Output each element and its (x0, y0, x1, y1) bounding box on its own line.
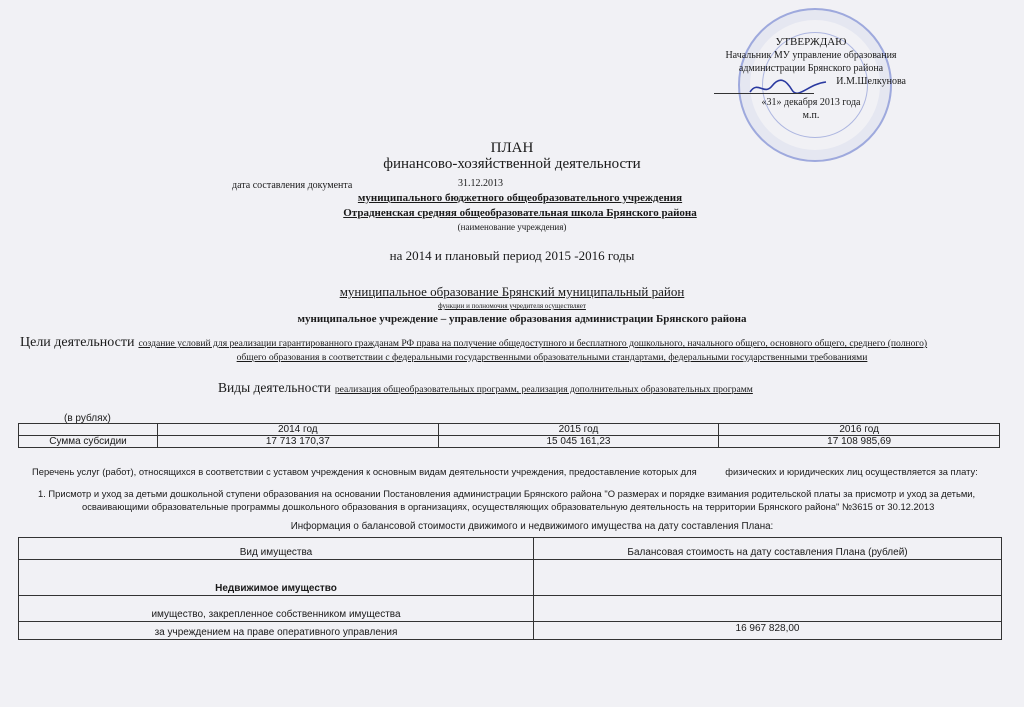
goals-text-line1: создание условий для реализации гарантированного гражданам РФ права на получение общедоступного и бесплатного дошкольного, начального общего, основного общего, среднего (полного) (138, 338, 928, 349)
founder-caption: функции и полномочия учредителя осуществляет (438, 302, 586, 310)
approval-block (706, 36, 916, 122)
asset-row-name: имущество, закрепленное собственником имущества (19, 596, 534, 622)
approval-position-line2: администрации Брянского района (738, 63, 884, 74)
asset-row-value: 16 967 828,00 (534, 622, 1002, 640)
institution-line2: Отрадненская средняя общеобразовательная школа Брянского района (343, 207, 697, 219)
date-label: дата составления документа (232, 180, 353, 191)
asset-row-value (534, 560, 1002, 596)
activities-text: реализация общеобразовательных программ, реализация дополнительных образовательных программ (334, 384, 753, 395)
subsidy-value-2015: 15 045 161,23 (438, 436, 719, 448)
subsidy-year-2016: 2016 год (719, 424, 1000, 436)
asset-row-name: за учреждением на праве оперативного управления (19, 622, 534, 640)
assets-col-value: Балансовая стоимость на дату составления Плана (рублей) (534, 538, 1002, 560)
activities-label: Виды деятельности (218, 380, 331, 395)
plan-period: на 2014 и плановый период 2015 -2016 годы (389, 248, 635, 263)
services-intro-b: физических и юридических лиц осуществляется за плату: (725, 466, 978, 477)
subsidy-unit: (в рублях) (64, 413, 111, 424)
goals-row (20, 333, 927, 351)
asset-row-name: Недвижимое имущество (19, 560, 534, 596)
approval-title: УТВЕРЖДАЮ (775, 36, 847, 48)
founder-name: муниципальное учреждение – управление образования администрации Брянского района (297, 313, 747, 325)
approver-name: И.М.Шелкунова (836, 76, 906, 87)
municipality: муниципальное образование Брянский муниципальный район (339, 284, 685, 299)
subsidy-header-empty (19, 424, 158, 436)
subsidy-value-2014: 17 713 170,37 (158, 436, 439, 448)
assets-col-type: Вид имущества (19, 538, 534, 560)
goals-text-line2: общего образования в соответствии с федеральными государственными образовательными стандартами, федеральными государственными требованиями (236, 352, 868, 363)
service-item-1-line2: осваивающими образовательные программы дошкольного образования в организациях, осуществляющих образовательную деятельность на территории Брянского района" №3615 от 30.12.2013 (82, 501, 935, 512)
activities-row (218, 379, 753, 397)
date-value: 31.12.2013 (458, 178, 503, 189)
seal-place-label: м.п. (802, 110, 820, 121)
institution-caption: (наименование учреждения) (457, 222, 567, 232)
subsidy-year-2014: 2014 год (158, 424, 439, 436)
subsidy-value-2016: 17 108 985,69 (719, 436, 1000, 448)
asset-row-value (534, 596, 1002, 622)
assets-table (18, 537, 1002, 640)
services-intro (32, 466, 978, 477)
goals-label: Цели деятельности (20, 335, 135, 350)
service-item-1-line1: 1. Присмотр и уход за детьми дошкольной ступени образования на основании Постановления администрации Брянского района "О размерах и порядке взимания родительской платы за присмотр и уход за детьми, (38, 488, 976, 499)
services-intro-a: Перечень услуг (работ), относящихся в соответствии с уставом учреждения к основным видам деятельности учреждения, предоставление которых для (32, 466, 697, 477)
document-title: ПЛАН (490, 140, 534, 156)
approval-date: «31» декабря 2013 года (761, 97, 861, 108)
institution-line1: муниципального бюджетного общеобразовательного учреждения (357, 192, 683, 204)
subsidy-table (18, 423, 1000, 448)
document-subtitle: финансово-хозяйственной деятельности (383, 156, 641, 172)
subsidy-year-2015: 2015 год (438, 424, 719, 436)
subsidy-row-label: Сумма субсидии (19, 436, 158, 448)
approval-position-line1: Начальник МУ управление образования (725, 50, 897, 61)
assets-title: Информация о балансовой стоимости движимого и недвижимого имущества на дату составления Плана: (290, 521, 774, 532)
